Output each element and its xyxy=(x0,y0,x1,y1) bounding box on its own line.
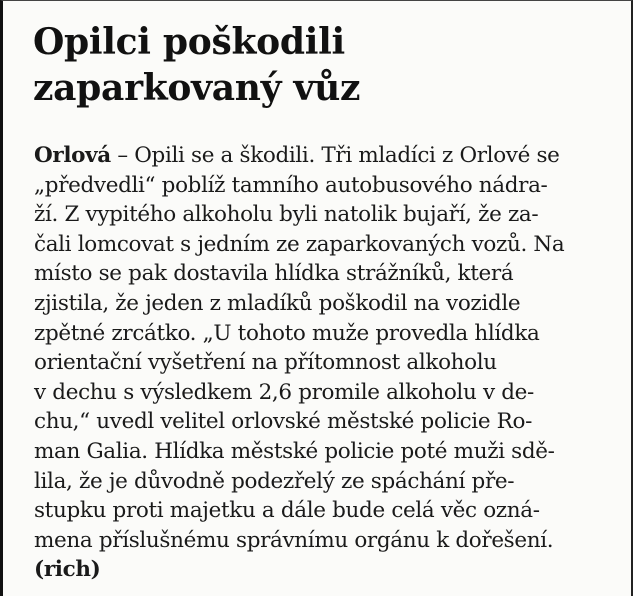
headline xyxy=(33,19,593,111)
body-line: místo se pak dostavila hlídka strážníků, která xyxy=(34,261,514,287)
article-body xyxy=(34,141,624,585)
body-intro-text: – Opili se a škodili. Tři mladíci z Orlové se xyxy=(110,143,560,168)
body-line: stupku proti majetku a dále bude celá věc ozná- xyxy=(34,498,540,524)
body-line: lila, že je důvodně podezřelý ze spáchání pře- xyxy=(34,468,515,494)
dateline-place: Orlová xyxy=(34,143,111,168)
body-line: ží. Z vypitého alkoholu byli natolik bujaří, že za- xyxy=(34,202,539,228)
body-line: zpětné zrcátko. „U tohoto muže provedla hlídka xyxy=(34,320,540,346)
body-line: man Galia. Hlídka městské policie poté muži sdě- xyxy=(34,438,555,464)
headline-line-1: Opilci poškodili xyxy=(33,21,345,63)
headline-line-2: zaparkovaný vůz xyxy=(33,67,361,109)
body-line: orientační vyšetření na přítomnost alkoholu xyxy=(34,350,497,376)
body-line: v dechu s výsledkem 2,6 promile alkoholu v de- xyxy=(34,379,534,405)
body-line-1 xyxy=(34,141,624,171)
author-tag: (rich) xyxy=(34,557,101,583)
body-line: „předvedli“ poblíž tamního autobusového nádra- xyxy=(34,172,548,198)
body-line: mena příslušnému správnímu orgánu k dořešení. xyxy=(34,527,554,553)
body-line: chu,“ uvedl velitel orlovské městské policie Ro- xyxy=(34,409,533,435)
body-line: zjistila, že jeden z mladíků poškodil na vozidle xyxy=(34,290,521,316)
body-line: čali lomcovat s jedním ze zaparkovaných vozů. Na xyxy=(34,231,565,257)
